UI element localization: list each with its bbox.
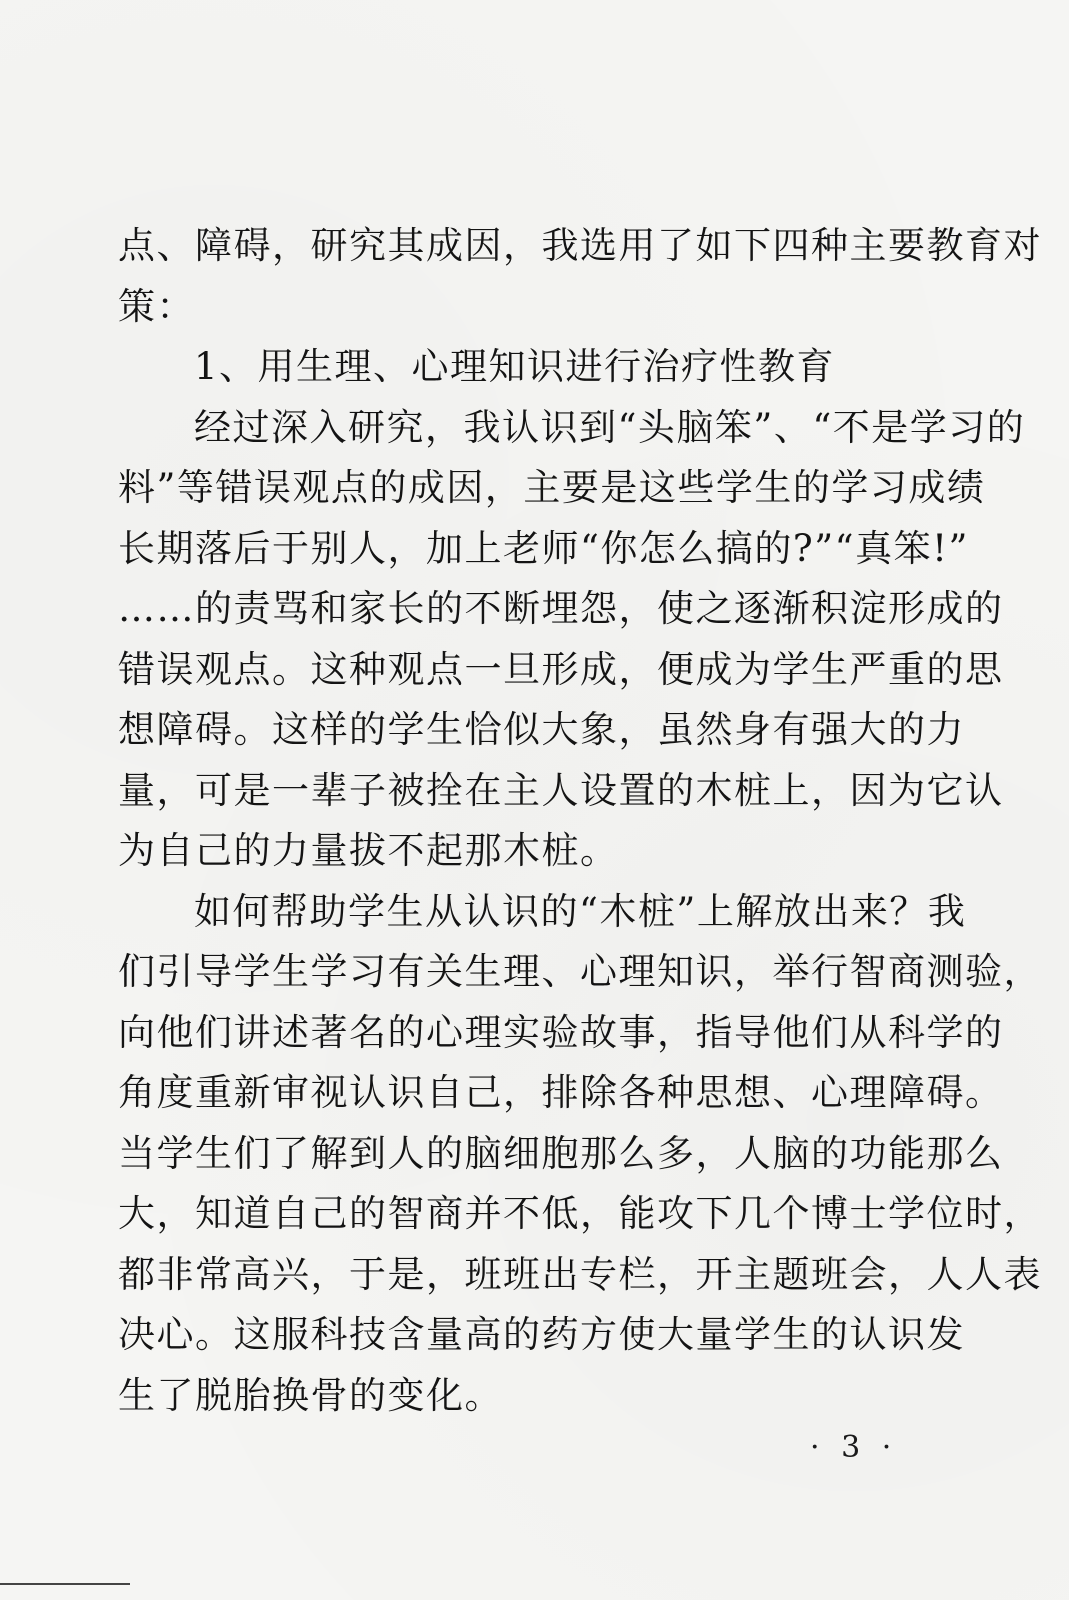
text-line: 们引导学生学习有关生理、心理知识，举行智商测验， [118, 950, 1042, 993]
text-line: 角度重新审视认识自己，排除各种思想、心理障碍。 [118, 1071, 1004, 1114]
text-line: ……的责骂和家长的不断埋怨，使之逐渐积淀形成的 [118, 587, 1004, 630]
text-line: 量，可是一辈子被拴在主人设置的木桩上，因为它认 [118, 768, 1004, 812]
text-line: 料”等错误观点的成因，主要是这些学生的学习成绩 [118, 466, 986, 509]
text-line: 生了脱胎换骨的变化。 [118, 1373, 503, 1417]
section-heading: 1、用生理、心理知识进行治疗性教育 [194, 345, 836, 388]
text-line: 决心。这服科技含量高的药方使大量学生的认识发 [118, 1313, 965, 1356]
text-line: 错误观点。这种观点一旦形成，便成为学生严重的思 [118, 647, 1004, 691]
text-line: 大，知道自己的智商并不低，能攻下几个博士学位时， [118, 1192, 1042, 1235]
text-line: 向他们讲述著名的心理实验故事，指导他们从科学的 [118, 1010, 1004, 1054]
text-line: 为自己的力量拔不起那木桩。 [118, 829, 619, 872]
bottom-edge-rule [0, 1583, 130, 1585]
text-line: 如何帮助学生从认识的“木桩”上解放出来？我 [194, 889, 967, 933]
page-number: · 3 · [810, 1430, 898, 1465]
text-line: 当学生们了解到人的脑细胞那么多，人脑的功能那么 [118, 1131, 1004, 1175]
text-line: 都非常高兴，于是，班班出专栏，开主题班会，人人表 [118, 1252, 1042, 1296]
text-line: 想障碍。这样的学生恰似大象，虽然身有强大的力 [118, 708, 965, 751]
text-line: 点、障碍，研究其成因，我选用了如下四种主要教育对 [118, 224, 1042, 267]
body-text [118, 216, 1042, 1426]
text-line: 长期落后于别人，加上老师“你怎么搞的?”“真笨!” [118, 526, 969, 570]
text-line: 经过深入研究，我认识到“头脑笨”、“不是学习的 [194, 405, 1026, 449]
text-line: 策： [118, 284, 195, 328]
